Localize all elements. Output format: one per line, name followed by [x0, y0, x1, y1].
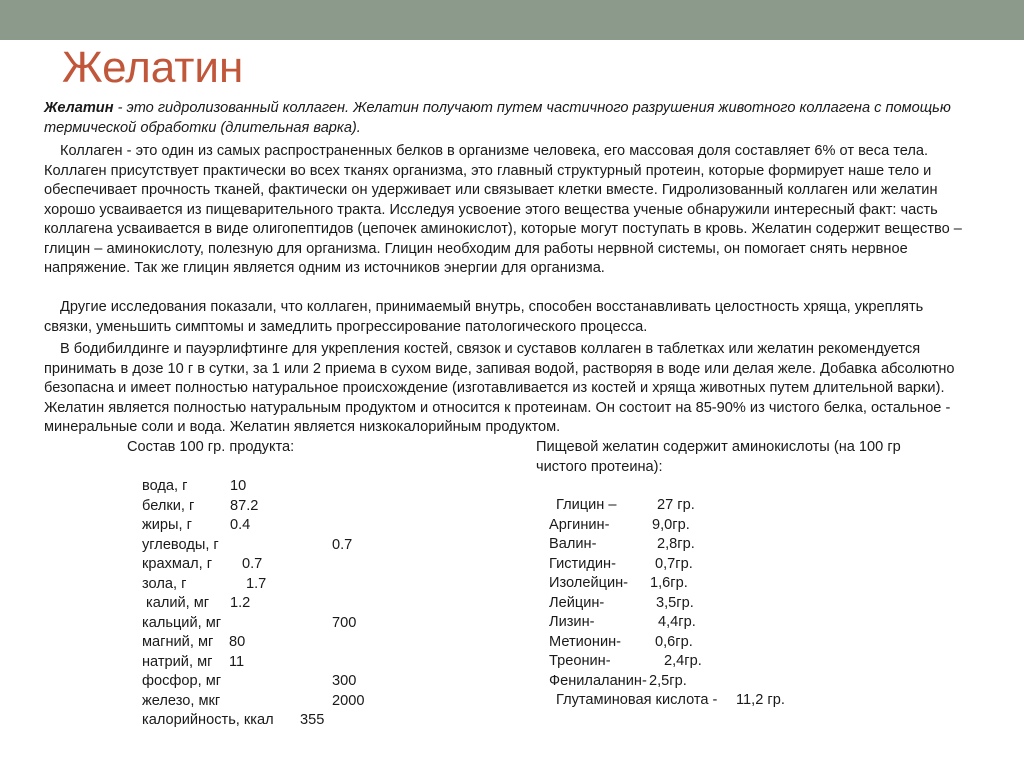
composition-item-label: кальций, мг [142, 614, 222, 631]
amino-item-value: 3,5гр. [656, 594, 694, 611]
intro-paragraph [44, 99, 970, 138]
top-bar [0, 0, 1024, 40]
composition-item-value: 0.7 [332, 536, 353, 553]
amino-item-value: 0,7гр. [655, 555, 693, 572]
amino-item-value: 1,6гр. [650, 575, 688, 591]
amino-item-label: Лейцин- [549, 594, 605, 611]
amino-item-label: Метионин- [549, 633, 622, 650]
amino-item-value: 2,5гр. [649, 672, 687, 689]
composition-item-label: фосфор, мг [142, 673, 222, 689]
intro-text: - это гидролизованный коллаген. Желатин получают путем частичного разрушения животного коллагена с помощью термической обработки (длительная варка). [44, 100, 951, 136]
amino-item-label: Треонин- [549, 653, 611, 669]
amino-item-value: 2,8гр. [657, 536, 695, 552]
amino-item-label: Лизин- [549, 614, 595, 630]
composition-item-label: зола, г [142, 575, 187, 592]
amino-item-value: 9,0гр. [652, 516, 690, 533]
slide-title: Желатин [62, 43, 244, 92]
composition-item-label: калорийность, ккал [142, 712, 274, 728]
composition-item-label: калий, мг [146, 595, 210, 611]
composition-item-value: 0.4 [230, 517, 251, 533]
composition-item-label: крахмал, г [142, 556, 213, 572]
amino-item-label: Гистидин- [549, 555, 616, 572]
amino-item-label: Изолейцин- [549, 575, 629, 591]
composition-item-value: 11 [229, 653, 245, 670]
composition-item-value: 300 [332, 673, 357, 689]
amino-item-value: 27 гр. [657, 497, 695, 513]
amino-item-value: 0,6гр. [655, 633, 693, 650]
composition-item-label: натрий, мг [142, 653, 213, 670]
amino-item-label: Фенилаланин- [549, 672, 647, 689]
composition-item-label: белки, г [142, 497, 195, 514]
composition-item-value: 0.7 [242, 556, 263, 572]
composition-item-value: 1.7 [246, 575, 267, 592]
composition-item-value: 2000 [332, 692, 365, 709]
composition-item-value: 355 [300, 712, 325, 728]
amino-item-value: 2,4гр. [664, 653, 702, 669]
intro-term: Желатин [44, 100, 114, 116]
composition-item-value: 1.2 [230, 595, 251, 611]
amino-item-label: Валин- [549, 536, 597, 552]
amino-item-label: Глутаминовая кислота - [556, 692, 718, 708]
composition-title: Состав 100 гр. продукта: [127, 439, 295, 455]
paragraph-bodybuilding: В бодибилдинге и пауэрлифтинге для укрепления костей, связок и суставов коллаген в таблетках или желатин рекомендуется принимать в дозе 10 г в сутки, за 1 или 2 приема в сухом виде, запивая водой, растворяя в воде или делая желе. Добавка абсолютно безопасна и имеет полностью натуральное происхождение (изготавливается из костей и хряща животных путем длительной варки). Желатин является полностью натуральным продуктом и относится к протеинам. Он состоит на 85-90% из чистого белка, остальное - минеральные соли и вода. Желатин является низкокалорийным продуктом. [44, 341, 955, 435]
composition-item-label: магний, мг [142, 634, 214, 650]
amino-title: Пищевой желатин содержит аминокислоты (на 100 гр чистого протеина): [536, 439, 901, 475]
amino-item-label: Глицин – [556, 497, 617, 513]
paragraph-research: Другие исследования показали, что коллаген, принимаемый внутрь, способен восстанавливать целостность хряща, укреплять связки, уменьшить симптомы и замедлить прогрессирование патологического процесса. [44, 299, 924, 335]
composition-item-label: вода, г [142, 478, 188, 494]
composition-item-label: углеводы, г [142, 536, 219, 553]
composition-item-label: жиры, г [142, 517, 192, 533]
composition-item-value: 10 [230, 478, 247, 494]
amino-item-value: 4,4гр. [658, 614, 696, 630]
amino-item-value: 11,2 гр. [736, 692, 785, 708]
composition-item-value: 87.2 [230, 497, 259, 514]
composition-item-label: железо, мкг [142, 692, 221, 709]
paragraph-collagen: Коллаген - это один из самых распространенных белков в организме человека, его массовая доля составляет 6% от веса тела. Коллаген присутствует практически во всех тканях организма, это главный структурный протеин, которые формирует наше тело и обеспечивает прочность тканей, фактически он удерживает или связывает клетки вместе. Гидролизованный коллаген или желатин хорошо усваивается из пищеварительного тракта. Исследуя усвоение этого вещества ученые обнаружили интересный факт: часть коллагена усваивается в виде олигопептидов (цепочек аминокислот), которые могут поступать в кровь. Желатин содержит вещество – глицин – аминокислоту, полезную для организма. Глицин необходим для работы нервной системы, он помогает снять нервное напряжение. Так же глицин является одним из источников энергии для организма. [44, 143, 962, 276]
composition-item-value: 80 [229, 634, 246, 650]
amino-item-label: Аргинин- [549, 516, 610, 533]
composition-item-value: 700 [332, 614, 357, 631]
